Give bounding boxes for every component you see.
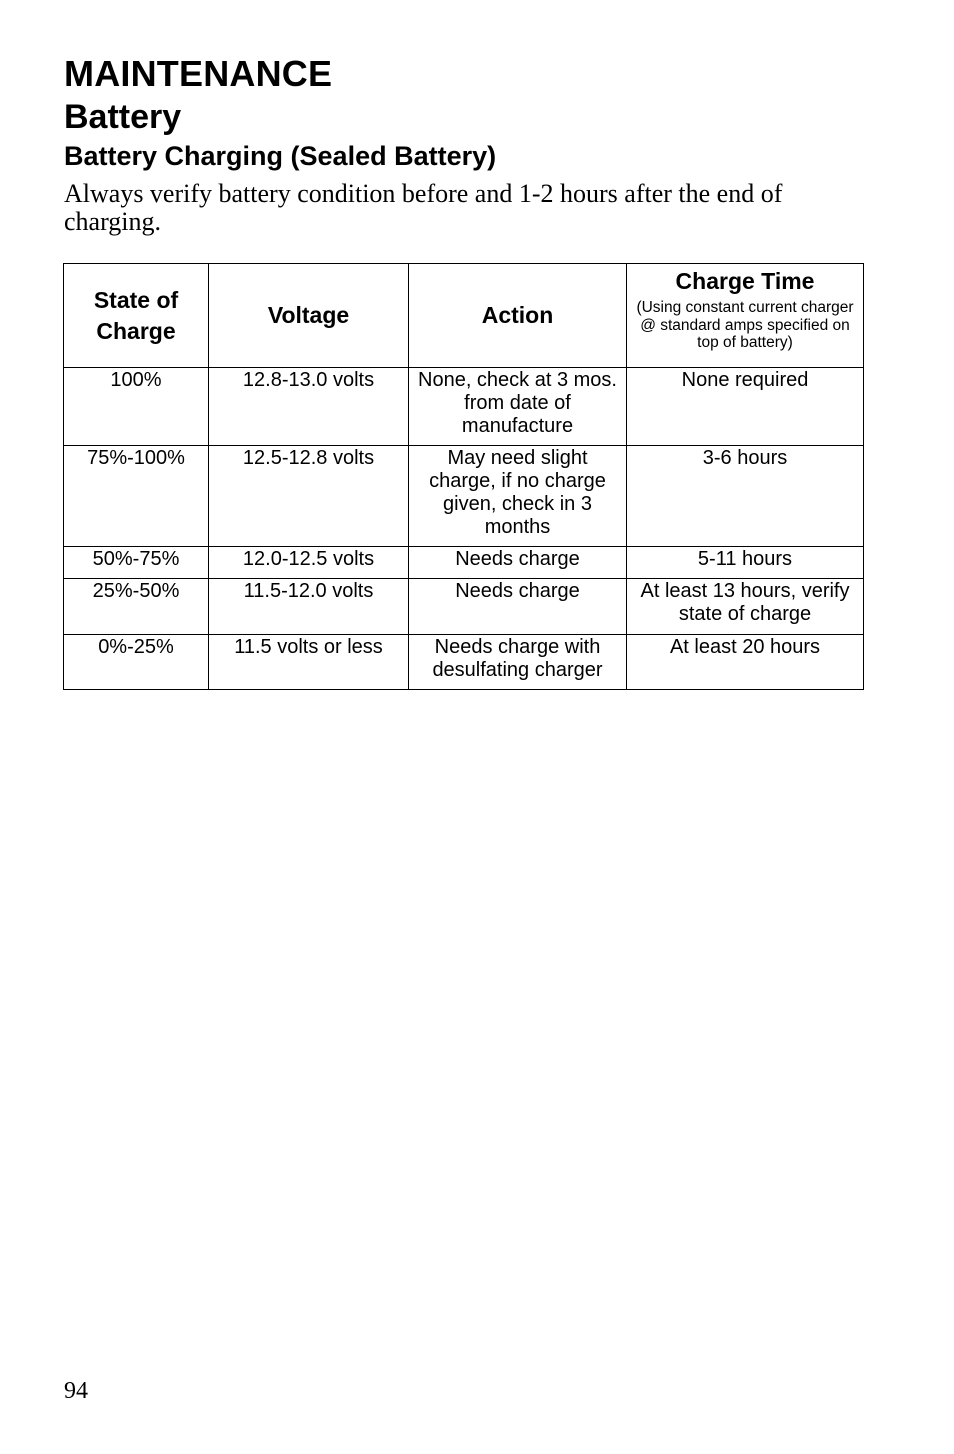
table-header-row (64, 264, 864, 368)
table-row (64, 579, 864, 635)
header-state-of-charge: State of Charge (64, 264, 209, 368)
cell-state: 100% (64, 368, 209, 446)
table-row (64, 547, 864, 579)
cell-charge-time: 3-6 hours (627, 446, 864, 547)
cell-state: 75%-100% (64, 446, 209, 547)
header-action: Action (409, 264, 627, 368)
topic-heading: Battery Charging (Sealed Battery) (64, 141, 497, 171)
cell-action: Needs charge with desulfating charger (409, 635, 627, 690)
intro-paragraph: Always verify battery condition before and 1-2 hours after the end of charging. (64, 179, 783, 236)
table-row (64, 635, 864, 690)
section-heading: MAINTENANCE (64, 53, 333, 94)
cell-charge-time: None required (627, 368, 864, 446)
cell-action: Needs charge (409, 547, 627, 579)
battery-charging-table (63, 263, 864, 690)
cell-charge-time: At least 20 hours (627, 635, 864, 690)
page-content (64, 52, 864, 236)
cell-voltage: 11.5 volts or less (209, 635, 409, 690)
cell-state: 25%-50% (64, 579, 209, 635)
table-row (64, 368, 864, 446)
header-charge-time (627, 264, 864, 368)
cell-voltage: 12.8-13.0 volts (209, 368, 409, 446)
cell-action: None, check at 3 mos. from date of manufacture (409, 368, 627, 446)
header-charge-time-title: Charge Time (675, 268, 815, 294)
table-row (64, 446, 864, 547)
cell-action: Needs charge (409, 579, 627, 635)
cell-voltage: 11.5-12.0 volts (209, 579, 409, 635)
page-number: 94 (64, 1378, 88, 1404)
cell-voltage: 12.5-12.8 volts (209, 446, 409, 547)
cell-charge-time: 5-11 hours (627, 547, 864, 579)
cell-voltage: 12.0-12.5 volts (209, 547, 409, 579)
cell-state: 50%-75% (64, 547, 209, 579)
cell-charge-time: At least 13 hours, verify state of charge (627, 579, 864, 635)
cell-state: 0%-25% (64, 635, 209, 690)
subsection-heading: Battery (64, 98, 182, 136)
header-charge-time-note: (Using constant current charger @ standard amps specified on top of battery) (636, 299, 854, 351)
cell-action: May need slight charge, if no charge given, check in 3 months (409, 446, 627, 547)
header-voltage: Voltage (209, 264, 409, 368)
